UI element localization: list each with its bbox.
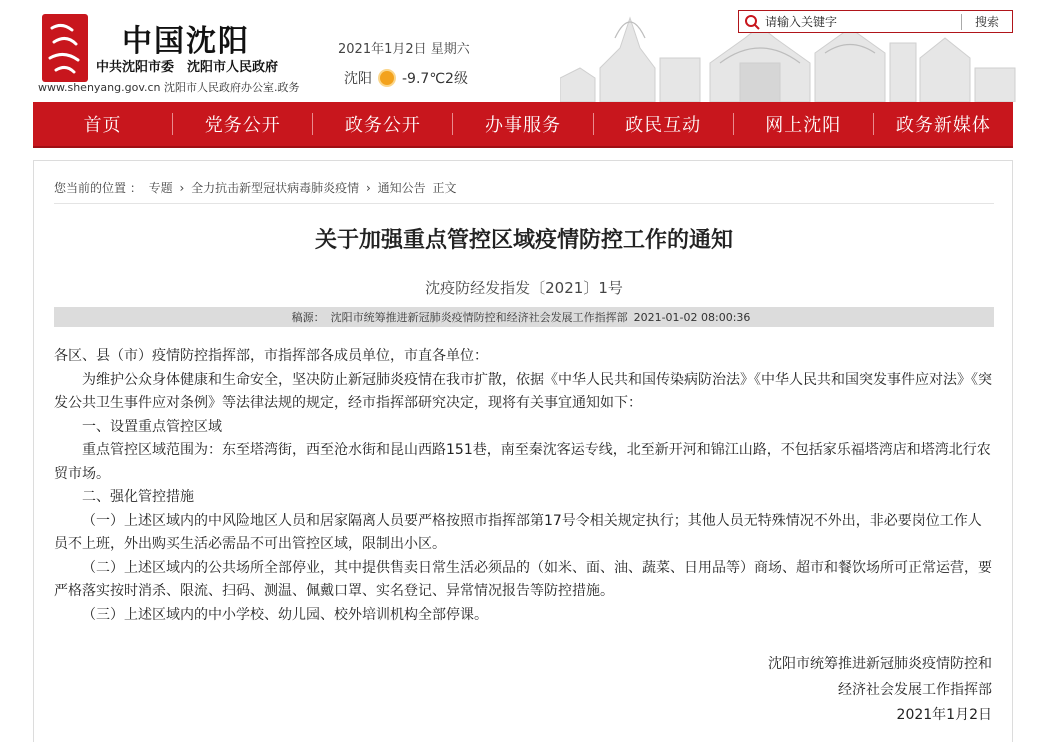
site-url: www.shenyang.gov.cn 沈阳市人民政府办公室.政务 (38, 81, 300, 94)
article-paragraph: （一）上述区域内的中风险地区人员和居家隔离人员要严格按照市指挥部第17号令相关规定执行；其他人员无特殊情况不外出，非必要岗位工作人员不上班，外出购买生活必需品不可出管控区域，限制出小区。 (54, 512, 982, 552)
sun-icon (380, 71, 394, 85)
breadcrumb (54, 179, 459, 196)
weather-city: 沈阳 (344, 71, 372, 87)
breadcrumb-item-notices[interactable]: 通知公告 (377, 181, 426, 195)
article-paragraph: 重点管控区域范围为：东至塔湾街，西至沧水街和昆山西路151巷，南至秦沈客运专线，北至新开河和锦江山路，不包括家乐福塔湾店和塔湾北行农贸市场。 (54, 442, 991, 482)
breadcrumb-separator: › (365, 181, 371, 195)
city-seal-icon[interactable] (42, 14, 88, 82)
weather-widget (344, 68, 468, 88)
search-button[interactable]: 搜索 (962, 11, 1012, 32)
nav-item-online-shenyang[interactable]: 网上沈阳 (765, 115, 842, 136)
nav-item-new-media[interactable]: 政务新媒体 (895, 115, 991, 136)
article-paragraph: 为维护公众身体健康和生命安全，坚决防止新冠肺炎疫情在我市扩散，依据《中华人民共和国传染病防治法》《中华人民共和国突发事件应对法》《突发公共卫生事件应对条例》等法律法规的规定，经市指挥部研究决定，现将有关事宜通知如下： (54, 371, 992, 411)
article-body (54, 345, 994, 627)
article-paragraph: （三）上述区域内的中小学校、幼儿园、校外培训机构全部停课。 (82, 606, 488, 623)
nav-item-party-affairs[interactable]: 党务公开 (204, 115, 281, 136)
article-section-heading: 二、强化管控措施 (82, 489, 194, 505)
breadcrumb-item-topics[interactable]: 专题 (148, 181, 173, 195)
article-meta-bar (54, 307, 994, 327)
source-name: 沈阳市统筹推进新冠肺炎疫情防控和经济社会发展工作指挥部 (330, 311, 628, 324)
breadcrumb-current: 正文 (432, 181, 457, 195)
signature-org-line1: 沈阳市统筹推进新冠肺炎疫情防控和 (768, 656, 992, 672)
breadcrumb-item-epidemic[interactable]: 全力抗击新型冠状病毒肺炎疫情 (191, 181, 360, 195)
search-input[interactable] (761, 12, 961, 32)
article-section-heading: 一、设置重点管控区域 (82, 418, 222, 435)
nav-item-government-affairs[interactable]: 政务公开 (344, 115, 421, 136)
site-header (0, 0, 1044, 102)
document-number: 沈疫防经发指发〔2021〕1号 (425, 279, 623, 297)
article-title: 关于加强重点管控区域疫情防控工作的通知 (314, 228, 733, 253)
article-salutation: 各区、县（市）疫情防控指挥部，市指挥部各成员单位，市直各单位： (54, 348, 488, 364)
site-subtitle: 中共沈阳市委 沈阳市人民政府 (96, 60, 279, 75)
breadcrumb-prefix: 您当前的位置 ： (54, 181, 142, 195)
signature-org-line2: 经济社会发展工作指挥部 (838, 682, 992, 698)
search-icon (743, 13, 761, 31)
nav-item-services[interactable]: 办事服务 (484, 115, 561, 136)
nav-item-home[interactable]: 首页 (83, 115, 122, 136)
site-name[interactable]: 中国沈阳 (122, 24, 250, 59)
source-label: 稿源： (291, 311, 325, 324)
article-container (33, 160, 1013, 742)
signature-date: 2021年1月2日 (896, 707, 992, 723)
weather-temperature: -9.7℃2级 (402, 71, 468, 87)
breadcrumb-divider (54, 203, 994, 204)
main-nav (33, 102, 1013, 148)
publish-time: 2021-01-02 08:00:36 (633, 310, 751, 324)
article-paragraph: （二）上述区域内的公共场所全部停业，其中提供售卖日常生活必须品的（如米、面、油、蔬菜、日用品等）商场、超市和餐饮场所可正常运营，要严格落实按时消杀、限流、扫码、测温、佩戴口罩、实名登记、异常情况报告等防控措施。 (54, 559, 992, 599)
nav-item-interaction[interactable]: 政民互动 (625, 115, 702, 136)
breadcrumb-separator: › (179, 181, 185, 195)
current-date: 2021年1月2日 星期六 (338, 42, 470, 57)
search-box (738, 10, 1013, 33)
